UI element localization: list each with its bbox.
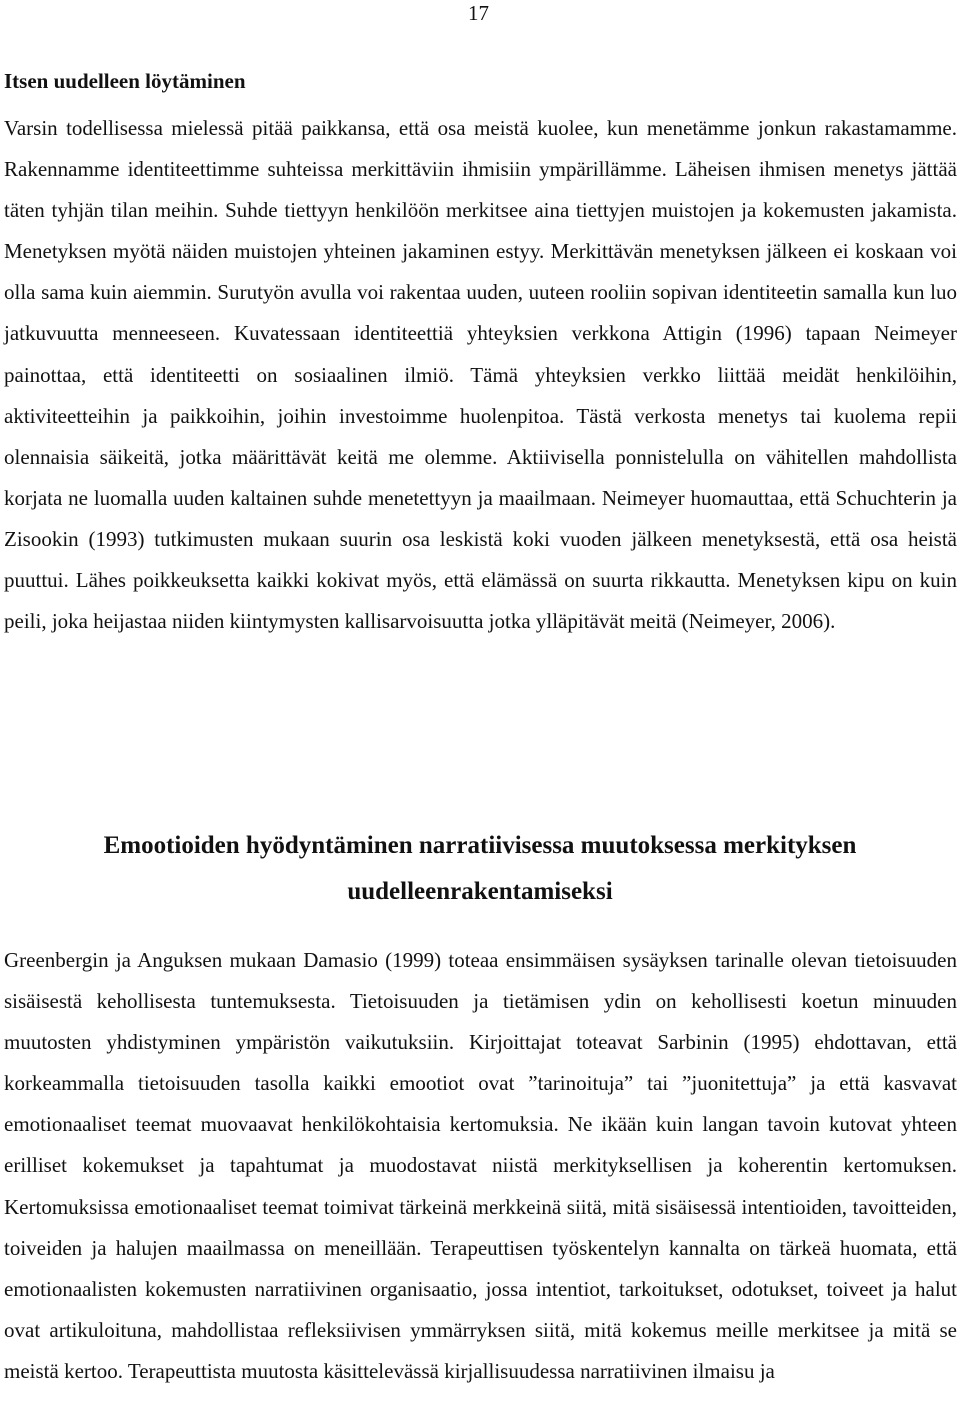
section-heading-emootioiden: Emootioiden hyödyntäminen narratiivisessa muutoksessa merkityksen uudelleenrakentamiseksi — [103, 832, 857, 905]
section-heading-itsen-uudelleen: Itsen uudelleen löytäminen — [4, 69, 246, 93]
body-paragraph-2: Greenbergin ja Anguksen mukaan Damasio (1999) toteaa ensimmäisen sysäyksen tarinalle olevan tietoisuuden sisäisestä kehollisesta tuntemuksesta. Tietoisuuden ja tietämisen ydin on kehollisesti koetun minuuden muutosten yhdistyminen ympäristön vaikutuksiin. Kirjoittajat toteavat Sarbinin (1995) ehdottavan, että korkeammalla tietoisuuden tasolla kaikki emootiot ovat ”tarinoituja” tai ”juonitettuja” ja että kasvavat emotionaaliset teemat muovaavat henkilökohtaisia kertomuksia. Ne ikään kuin langan tavoin kutovat yhteen erilliset kokemukset ja tapahtumat ja muodostavat niistä merkityksellisen ja koherentin kertomuksen. Kertomuksissa emotionaaliset teemat toimivat tärkeinä merkkeinä siitä, mitä sisäisessä intentioiden, tavoitteiden, toiveiden ja halujen maailmassa on meneillään. Terapeuttisen työskentelyn kannalta on tärkeä huomata, että emotionaalisten kokemusten narratiivinen organisaatio, jossa intentiot, tarkoitukset, odotukset, toiveet ja halut ovat artikuloituna, mahdollistaa refleksiivisen ymmärryksen siitä, mitä kokemus meille merkitsee ja mitä se meistä kertoo. Terapeuttista muutosta käsittelevässä kirjallisuudessa narratiivinen ilmaisu ja — [4, 948, 957, 1383]
body-paragraph-1: Varsin todellisessa mielessä pitää paikkansa, että osa meistä kuolee, kun menetämme jonkun rakastamamme. Rakennamme identiteettimme suhteissa merkittäviin ihmisiin ympärillämme. Läheisen ihmisen menetys jättää täten tyhjän tilan meihin. Suhde tiettyyn henkilöön merkitsee aina tiettyjen muistojen ja kokemusten jakamista. Menetyksen myötä näiden muistojen yhteinen jakaminen estyy. Merkittävän menetyksen jälkeen ei koskaan voi olla sama kuin aiemmin. Surutyön avulla voi rakentaa uuden, uuteen rooliin sopivan identiteetin samalla kun luo jatkuvuutta menneeseen. Kuvatessaan identiteettiä yhteyksien verkkona Attigin (1996) tapaan Neimeyer painottaa, että identiteetti on sosiaalinen ilmiö. Tämä yhteyksien verkko liittää meidät henkilöihin, aktiviteetteihin ja paikkoihin, joihin investoimme huolenpitoa. Tästä verkosta menetys tai kuolema repii olennaisia säikeitä, jotka määrittävät keitä me olemme. Aktiivisella ponnistelulla on vähitellen mahdollista korjata ne luomalla uuden kaltainen suhde menetettyyn ja maailmaan. Neimeyer huomauttaa, että Schuchterin ja Zisookin (1993) tutkimusten mukaan suurin osa leskistä koki vuoden jälkeen menetyksestä, että osa heistä puuttui. Lähes poikkeuksetta kaikki kokivat myös, että elämässä on suurta rikkautta. Menetyksen kipu on kuin peili, joka heijastaa niiden kiintymysten kallisarvoisuutta jotka ylläpitävät meitä (Neimeyer, 2006). — [4, 116, 957, 634]
page-number: 17 — [468, 1, 489, 25]
